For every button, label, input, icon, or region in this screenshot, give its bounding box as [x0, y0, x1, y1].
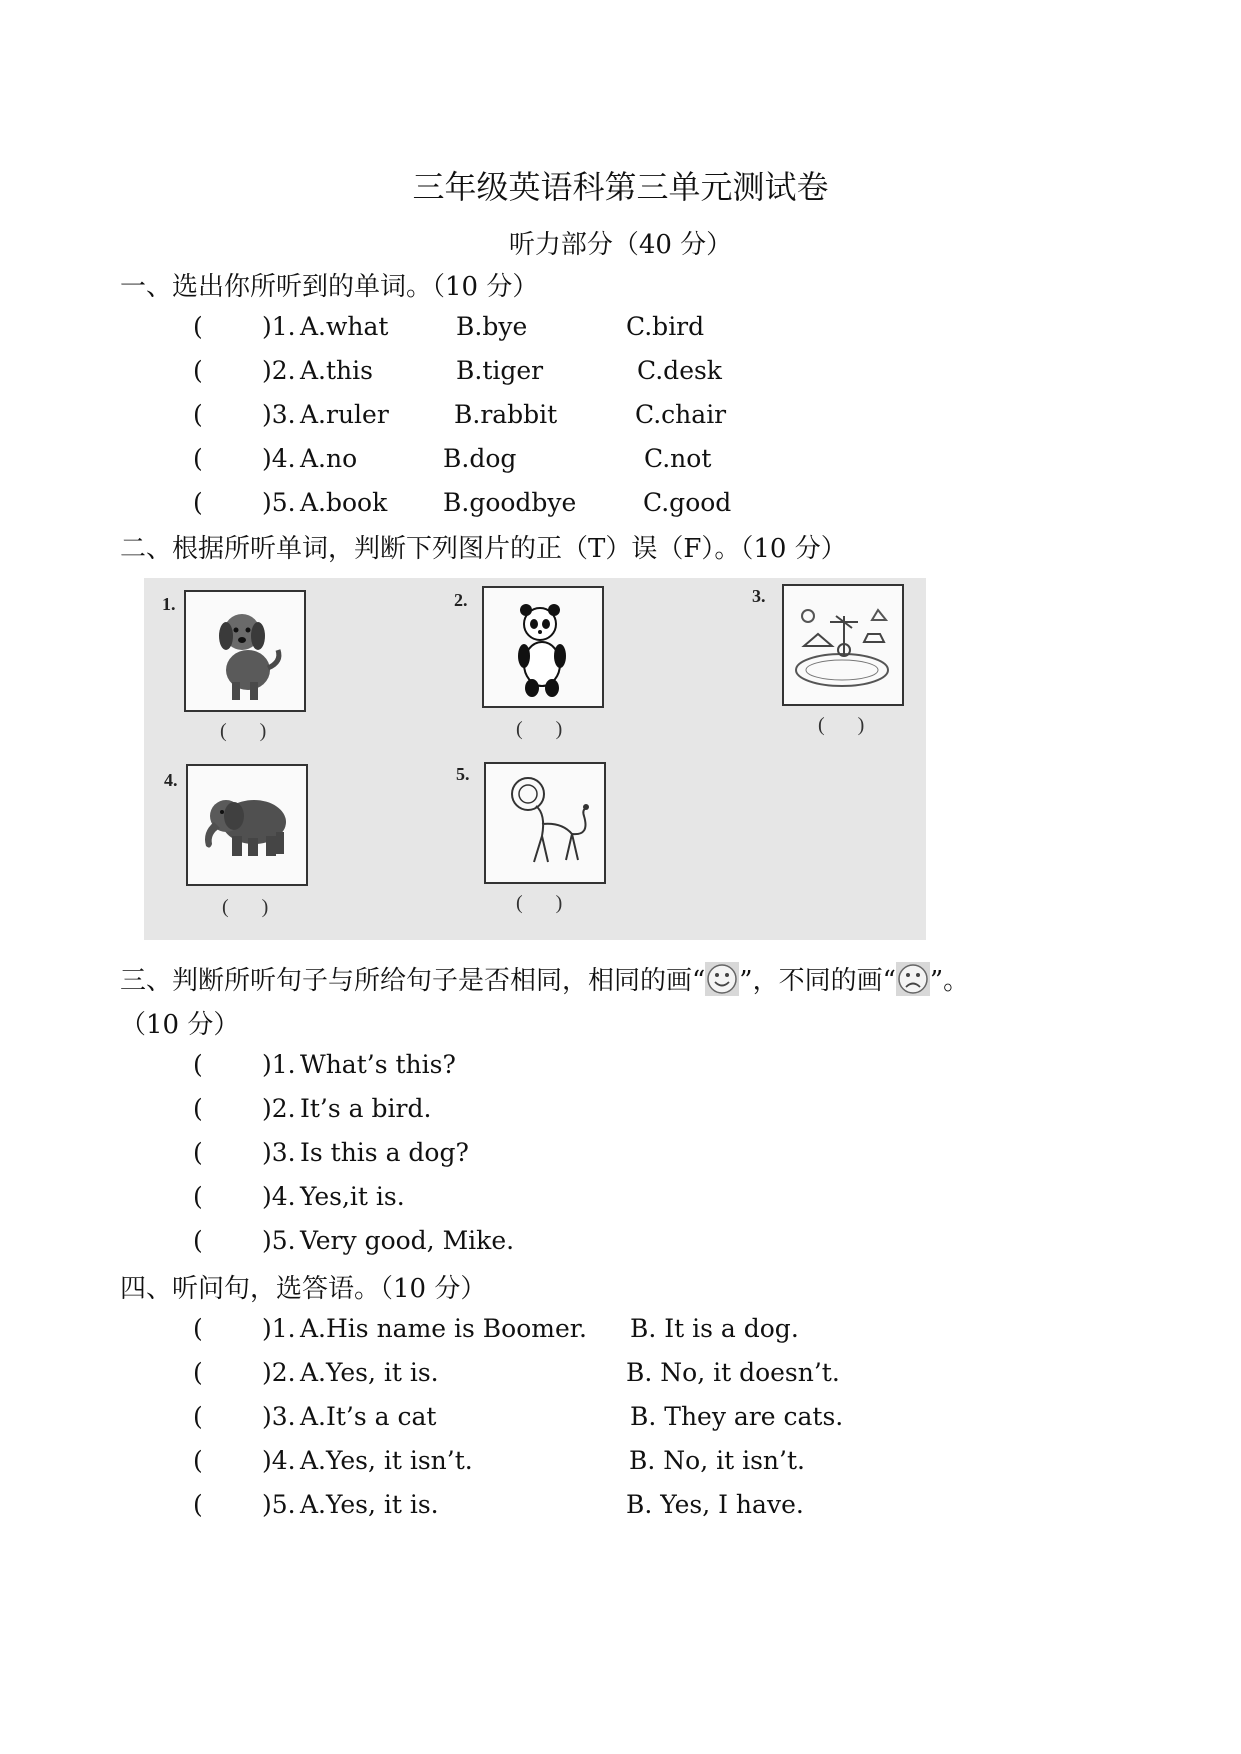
- sentence: Very good, Mike.: [300, 1226, 515, 1255]
- answer-blank[interactable]: (: [193, 488, 203, 517]
- elephant-icon: [188, 766, 306, 884]
- item-number: )4.: [262, 1182, 296, 1211]
- option-c: C.good: [643, 488, 732, 517]
- panda-icon: [484, 588, 602, 706]
- option-b: B.goodbye: [443, 488, 577, 517]
- picture-frame-5: [484, 762, 606, 884]
- item-number: )3.: [262, 1138, 296, 1167]
- option-a: A.Yes, it is.: [300, 1490, 439, 1519]
- picture-frame-4: [186, 764, 308, 886]
- option-b: B.tiger: [456, 356, 544, 385]
- option-b: B.dog: [443, 444, 517, 473]
- item-number: )2.: [262, 356, 296, 385]
- item-number: )1.: [262, 312, 296, 341]
- option-b: B. They are cats.: [630, 1402, 844, 1431]
- smiley-face-icon: [705, 962, 739, 996]
- picture-frame-2: [482, 586, 604, 708]
- answer-blank[interactable]: (: [193, 312, 203, 341]
- answer-blank[interactable]: (: [193, 400, 203, 429]
- item-number: )3.: [262, 1402, 296, 1431]
- option-c: C.desk: [637, 356, 722, 385]
- option-a: A.this: [300, 356, 373, 385]
- item-number: )2.: [262, 1358, 296, 1387]
- option-a: A.It’s a cat: [300, 1402, 437, 1431]
- item-number: )4.: [262, 1446, 296, 1475]
- section1-heading: 一、选出你所听到的单词。（10 分）: [120, 272, 539, 302]
- option-b: B.rabbit: [454, 400, 558, 429]
- answer-blank[interactable]: (: [193, 1402, 203, 1431]
- picture-number: 2.: [454, 590, 468, 610]
- option-b: B.bye: [456, 312, 528, 341]
- section3-heading-part2: ”，不同的画“: [739, 966, 896, 996]
- picture-answer-blank[interactable]: ( ): [222, 896, 283, 918]
- picture-answer-blank[interactable]: ( ): [220, 720, 281, 742]
- picture-number: 4.: [164, 770, 178, 790]
- answer-blank[interactable]: (: [193, 1226, 203, 1255]
- option-c: C.bird: [626, 312, 705, 341]
- page-title: 三年级英语科第三单元测试卷: [412, 168, 829, 206]
- option-b: B. No, it isn’t.: [629, 1446, 805, 1475]
- section2-heading: 二、根据所听单词，判断下列图片的正（T）误（F）。（10 分）: [120, 534, 847, 564]
- section3-heading-part3: ”。: [929, 966, 970, 996]
- sentence: It’s a bird.: [300, 1094, 432, 1123]
- answer-blank[interactable]: (: [193, 356, 203, 385]
- park-scene-icon: [784, 586, 902, 704]
- option-a: A.His name is Boomer.: [300, 1314, 587, 1343]
- picture-frame-3: [782, 584, 904, 706]
- page-subtitle: 听力部分（40 分）: [508, 230, 733, 260]
- picture-number: 5.: [456, 764, 470, 784]
- option-c: C.chair: [635, 400, 727, 429]
- option-c: C.not: [644, 444, 712, 473]
- item-number: )5.: [262, 1226, 296, 1255]
- section3-heading-line2: （10 分）: [120, 1010, 240, 1040]
- option-b: B. Yes, I have.: [626, 1490, 804, 1519]
- picture-answer-blank[interactable]: ( ): [818, 714, 879, 736]
- answer-blank[interactable]: (: [193, 1050, 203, 1079]
- answer-blank[interactable]: (: [193, 444, 203, 473]
- answer-blank[interactable]: (: [193, 1490, 203, 1519]
- answer-blank[interactable]: (: [193, 1446, 203, 1475]
- option-b: B. No, it doesn’t.: [626, 1358, 840, 1387]
- item-number: )5.: [262, 488, 296, 517]
- sad-face-icon: [896, 962, 930, 996]
- lion-icon: [486, 764, 604, 882]
- picture-panel: [144, 578, 926, 940]
- answer-blank[interactable]: (: [193, 1138, 203, 1167]
- item-number: )4.: [262, 444, 296, 473]
- option-a: A.Yes, it isn’t.: [300, 1446, 473, 1475]
- item-number: )5.: [262, 1490, 296, 1519]
- item-number: )2.: [262, 1094, 296, 1123]
- item-number: )3.: [262, 400, 296, 429]
- section3-heading: [120, 960, 969, 997]
- sentence: Is this a dog?: [300, 1138, 469, 1167]
- option-a: A.ruler: [300, 400, 389, 429]
- section4-heading: 四、听问句，选答语。（10 分）: [120, 1274, 487, 1304]
- answer-blank[interactable]: (: [193, 1314, 203, 1343]
- sentence: Yes,it is.: [300, 1182, 405, 1211]
- picture-answer-blank[interactable]: ( ): [516, 718, 577, 740]
- option-a: A.Yes, it is.: [300, 1358, 439, 1387]
- option-a: A.no: [300, 444, 358, 473]
- item-number: )1.: [262, 1314, 296, 1343]
- picture-frame-1: [184, 590, 306, 712]
- picture-number: 1.: [162, 594, 176, 614]
- picture-answer-blank[interactable]: ( ): [516, 892, 577, 914]
- sentence: What’s this?: [300, 1050, 456, 1079]
- answer-blank[interactable]: (: [193, 1358, 203, 1387]
- picture-number: 3.: [752, 586, 766, 606]
- answer-blank[interactable]: (: [193, 1094, 203, 1123]
- section3-heading-part1: 三、判断所听句子与所给句子是否相同，相同的画“: [120, 966, 706, 996]
- item-number: )1.: [262, 1050, 296, 1079]
- answer-blank[interactable]: (: [193, 1182, 203, 1211]
- option-a: A.what: [300, 312, 389, 341]
- dog-icon: [186, 592, 304, 710]
- option-a: A.book: [300, 488, 388, 517]
- option-b: B. It is a dog.: [630, 1314, 799, 1343]
